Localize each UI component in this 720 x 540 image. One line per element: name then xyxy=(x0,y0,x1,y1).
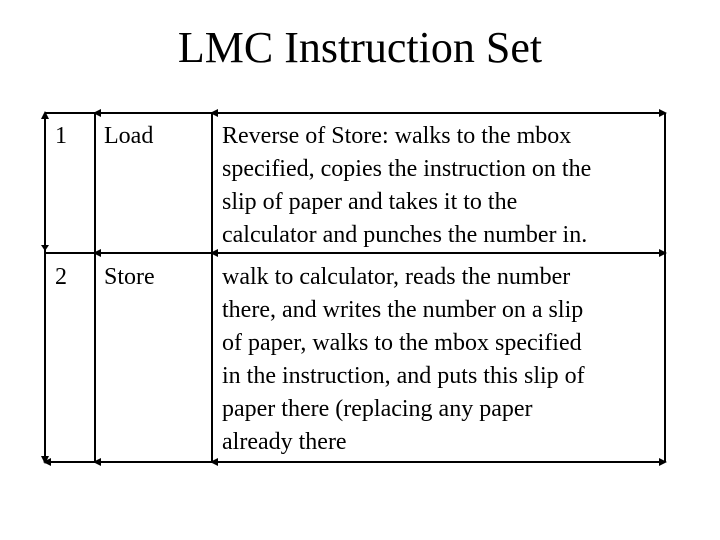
row-2-description-line-1: walk to calculator, reads the number xyxy=(222,264,571,290)
row-2-description-line-2: there, and writes the number on a slip xyxy=(222,297,584,323)
row-2-description-line-5: paper there (replacing any paper xyxy=(222,396,533,422)
row-1-description-line-4: calculator and punches the number in. xyxy=(222,222,588,248)
row-2-name: Store xyxy=(104,264,155,290)
row-2-description-line-4: in the instruction, and puts this slip of xyxy=(222,363,585,389)
row-2-description-line-6: already there xyxy=(222,429,347,455)
grid-marker xyxy=(41,245,49,251)
row-1-description-line-1: Reverse of Store: walks to the mbox xyxy=(222,123,572,149)
row-1-code: 1 xyxy=(55,123,67,149)
row-1-description-line-3: slip of paper and takes it to the xyxy=(222,189,518,215)
row-1-description-line-2: specified, copies the instruction on the xyxy=(222,156,592,182)
slide-title: LMC Instruction Set xyxy=(177,23,543,72)
row-2-code: 2 xyxy=(55,264,67,290)
row-1-name: Load xyxy=(104,123,154,149)
row-2-description-line-3: of paper, walks to the mbox specified xyxy=(222,330,582,356)
